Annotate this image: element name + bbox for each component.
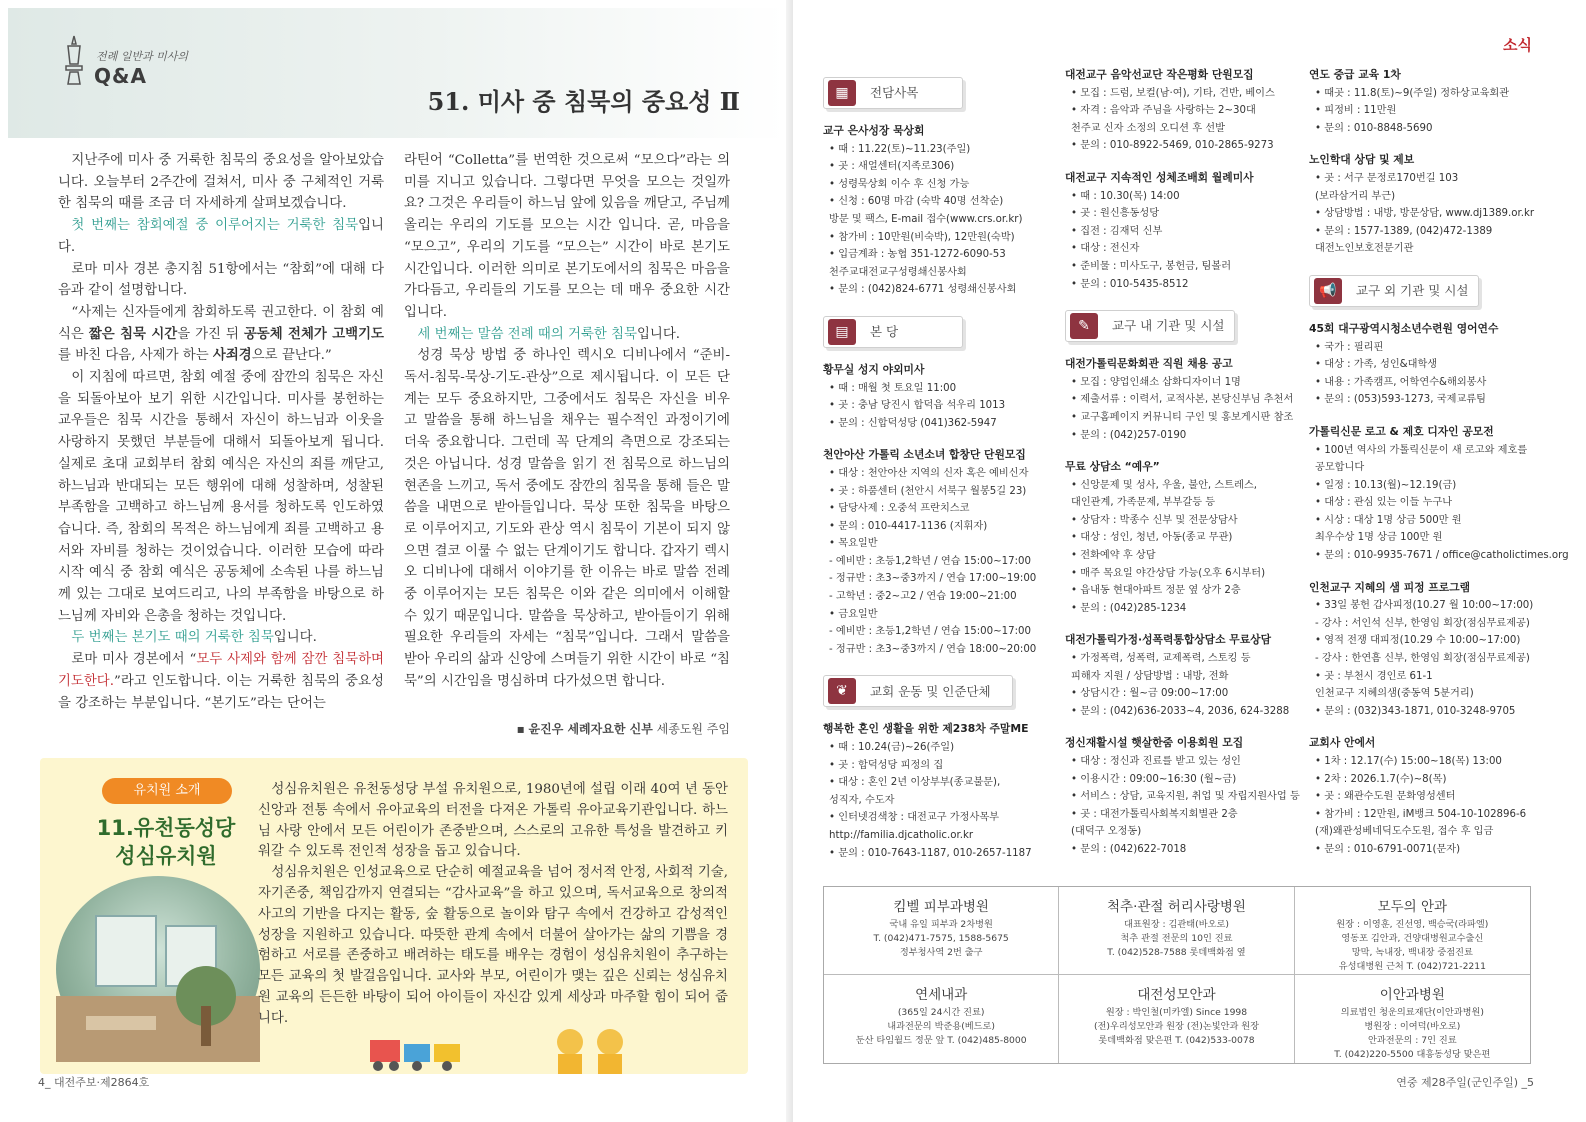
entry-line: • 곳 : 하품센터 (천안시 서북구 월봉5길 23) [829, 485, 1027, 497]
quote-text: 을 가진 뒤 [177, 326, 244, 342]
entry-line: • 대상 : 가족, 성인&대학생 [1315, 359, 1438, 371]
entry-line: • 신앙문제 및 성사, 우울, 불안, 스트레스, [1071, 479, 1258, 491]
article-column-1 [58, 150, 384, 714]
news-entry [1065, 169, 1299, 293]
entry-line: • 전화예약 후 상담 [1071, 550, 1156, 562]
entry-line: • 내용 : 가족캠프, 어학연수&해외봉사 [1315, 376, 1487, 388]
train-and-kids-illustration [360, 1020, 640, 1076]
byline: ▪ 윤진우 세례자요한 신부 세종도원 주임 [516, 722, 730, 736]
news-entry [1309, 423, 1569, 565]
news-column-2 [1065, 66, 1299, 873]
entry-line: • 참가비 : 12만원, iM뱅크 504-10-102896-6 [1315, 808, 1527, 820]
entry-line: • 문의 : 1577-1389, (042)472-1389 [1315, 225, 1493, 237]
paragraph-text: 입니다. [636, 326, 681, 342]
ad-line: T. (042)471-7575, 1588-5675 [873, 933, 1009, 944]
entry-line: • 신청 : 60명 마감 (숙박 40명 선착순) [829, 196, 1004, 208]
ad-line: (365일 24시간 진료) [897, 1007, 985, 1018]
category-box [823, 77, 963, 109]
ad-name: 척추·관절 허리사랑병원 [1106, 899, 1246, 915]
entry-line: • 상담자 : 박종수 신부 및 전문상담사 [1071, 514, 1238, 526]
ad-box [1059, 975, 1294, 1063]
entry-line: - 고학년 : 중2~고2 / 연습 19:00~21:00 [829, 591, 1017, 603]
category-header [1065, 307, 1299, 345]
book-icon: ▤ [828, 319, 856, 345]
ad-line: 영동포 김안과, 건양대병원교수출신 [1341, 933, 1484, 944]
entry-title: 대전가톨릭가정·성폭력통합상담소 무료상담 [1065, 633, 1272, 647]
bold-text: 공동체 전체가 고백기도 [243, 325, 384, 342]
entry-line: • 금요일반 [829, 608, 878, 620]
highlight-heading: 세 번째는 말씀 전례 때의 거룩한 침묵 [417, 326, 637, 342]
entry-line: • 모집 : 드럼, 보컬(남·여), 기타, 건반, 베이스 [1071, 87, 1275, 99]
kindergarten-box [40, 758, 748, 1074]
paragraph [58, 627, 384, 649]
entry-line: • 성령묵상회 이수 후 신청 가능 [829, 178, 970, 190]
paragraph: 성경 묵상 방법 중 하나인 렉시오 디비나에서 “준비-독서-침묵-묵상-기도-관상”으로 제시됩니다. 이 모든 단계는 모두 중요하지만, 그중에서도 침묵은 자신을 비우고 말씀을 통해 하느님을 채우는 필수적인 과정이기에 더욱 중요합니다. 그런데 꼭 단계의 측면으로 강조되는 것은 아닙니다. 성경 말씀을 읽기 전 침묵으로 하느님의 현존을 느끼고, 독서 중에도 잠깐의 침묵을 통해 들은 말씀을 내면으로 받아들입니다. 묵상 또한 침묵을 바탕으로 이루어지고, 기도와 관상 역시 침묵이 기본이 되지 않으면 결코 이룰 수 없는 단계이기도 합니다. 갑자기 렉시오 디비나에 대해서 이야기를 한 이유는 바로 말씀 전례 중 이루어지는 모든 침묵은 이와 같은 의미에서 이해할 수 있기 때문입니다. 말씀을 묵상하고, 받아들이기 위해 필요한 우리들의 자세는 “침묵”입니다. 그래서 말씀을 받아 우리의 삶과 신앙에 스며들기 위한 시간이 바로 “침묵”의 시간임을 명심하며 다가섰으면 합니다. [404, 348, 730, 689]
entry-line: • 문의 : 신합덕성당 (041)362-5947 [829, 417, 997, 429]
entry-line: • 시상 : 대상 1명 상금 500만 원 [1315, 514, 1462, 526]
ad-line: 척추 관절 전문의 10인 진료 [1120, 933, 1233, 944]
category-header [823, 74, 1053, 112]
qa-logo [56, 30, 236, 100]
category-box [1065, 310, 1235, 342]
ad-line: 망막, 녹내장, 백내장 중점진료 [1351, 947, 1473, 958]
entry-line: • 참가비 : 10만원(비숙박), 12만원(숙박) [829, 231, 1015, 243]
lamp-icon [60, 34, 88, 90]
entry-line: • 대상 : 전신자 [1071, 243, 1140, 255]
entry-line: (재)왜관성베네딕도수도원, 접수 후 입금 [1315, 826, 1494, 838]
ad-box [824, 975, 1059, 1063]
ad-name: 모두의 안과 [1377, 899, 1448, 915]
entry-line: • 곳 : 서구 문정로170번길 103 [1315, 172, 1459, 184]
entry-line: • 상담방법 : 내방, 방문상담, www.dj1389.or.kr [1315, 208, 1535, 220]
entry-line: • 곳 : 원신흥동성당 [1071, 208, 1160, 220]
author-name: 윤진우 세례자요한 신부 [528, 722, 653, 736]
news-entry [823, 361, 1053, 432]
entry-line: • 입금계좌 : 농협 351-1272-6090-53 [829, 249, 1006, 261]
entry-line: • 때 : 10.24(금)~26(주일) [829, 742, 955, 754]
entry-line: 대전노인보호전문기관 [1315, 243, 1414, 255]
right-page [793, 0, 1586, 1122]
paragraph-text: 입니다. [58, 218, 384, 255]
paragraph-text: ”라고 인도합니다. 이는 거룩한 침묵의 중요성을 강조하는 부분입니다. “본기도”라는 단어는 [58, 673, 384, 711]
entry-line: (보라삼거리 부근) [1315, 190, 1396, 202]
highlight-heading: 첫 번째는 참회예절 중 이루어지는 거룩한 침묵 [71, 218, 359, 234]
news-column-1 [823, 66, 1053, 876]
news-entry [823, 446, 1053, 658]
entry-line: - 강사 : 한연흠 신부, 한영임 회장(점심무료제공) [1315, 653, 1530, 665]
entry-line: • 문의 : 010-9935-7671 / office@catholictimes.org [1315, 550, 1569, 562]
news-entry [1065, 66, 1299, 155]
news-entry [1065, 734, 1299, 858]
entry-line: • 대상 : 성인, 청년, 아동(종교 무관) [1071, 532, 1233, 544]
entry-title: 교회사 안에서 [1309, 736, 1376, 750]
highlight-heading: 두 번째는 본기도 때의 거룩한 침묵 [71, 630, 274, 646]
category-header [1309, 272, 1539, 310]
classroom-illustration [56, 876, 260, 1062]
category-label: 본 당 [870, 324, 899, 340]
paragraph: 성심유치원은 유천동성당 부설 유치원으로, 1980년에 설립 이래 40여 년 동안 신앙과 전통 속에서 유아교육의 터전을 다져온 가톨릭 유아교육기관입니다. 하느님 사랑 안에서 모든 어린이가 존중받으며, 스스로의 고유한 특성을 발견하고 키워갈 수 있도록 전인적 성장을 돕고 있습니다. [258, 782, 728, 860]
paragraph: 성심유치원은 인성교육으로 단순히 예절교육을 넘어 정서적 안정, 사회적 기술, 자기존중, 책임감까지 연결되는 “감사교육”을 하고 있으며, 독서교육으로 창의적 사고의 기반을 다지는 활동, 숲 활동으로 놀이와 탐구 속에서 건강하고 감성적인 성장을 지원하고 있습니다. 따뜻한 관계 속에서 더불어 살아가는 삶의 기쁨을 경험하고 서로를 존중하고 배려하는 태도를 배우는 경험이 성심유치원이 추구하는 모든 교육의 첫 발걸음입니다. 교사와 부모, 어린이가 맺는 깊은 신뢰는 성심유치원 교육의 든든한 바탕이 되어 아이들이 자신감 있게 세상과 마주할 힘이 되어 줍니다. [258, 865, 728, 1026]
entry-line: • 문의 : (053)593-1273, 국제교류팀 [1315, 394, 1486, 406]
ad-line: T. (042)528-7588 롯데백화점 옆 [1107, 947, 1246, 958]
entry-line: • 33일 봉헌 갑사피정(10.27 월 10:00~17:00) [1315, 600, 1534, 612]
entry-line: • 담당사제 : 오중석 프란치스코 [829, 503, 970, 515]
entry-line: • 때 : 11.22(토)~11.23(주일) [829, 143, 971, 155]
ad-line: 정부청사역 2번 출구 [899, 947, 983, 958]
paragraph-text: 입니다. [273, 630, 317, 646]
category-label: 교구 내 기관 및 시설 [1112, 318, 1225, 334]
ad-name: 킴벨 피부과병원 [893, 899, 989, 915]
entry-line: • 매주 목요일 야간상담 가능(오후 6시부터) [1071, 567, 1266, 579]
kindergarten-title-line: 11.유천동성당 [96, 816, 236, 840]
entry-line: • 문의 : (042)257-0190 [1071, 429, 1187, 441]
entry-line: • 문의 : (042)622-7018 [1071, 843, 1187, 855]
entry-line: • 문의 : (042)285-1234 [1071, 602, 1187, 614]
entry-title: 천안아산 가톨릭 소년소녀 합창단 단원모집 [823, 448, 1026, 462]
entry-line: • 영적 전쟁 대피정(10.29 수 10:00~17:00) [1315, 635, 1521, 647]
category-box [823, 675, 1013, 707]
entry-line: • 목요일반 [829, 538, 878, 550]
entry-line: • 곳 : 대전가톨릭사회복지회별관 2층 [1071, 808, 1238, 820]
entry-line: http://familia.djcatholic.or.kr [829, 830, 974, 841]
entry-line: • 인터넷검색창 : 대전교구 가정사목부 [829, 812, 1000, 824]
entry-title: 인천교구 지혜의 샘 피정 프로그램 [1309, 580, 1471, 594]
entry-line: • 2차 : 2026.1.7(수)~8(목) [1315, 773, 1447, 785]
ad-line: 국내 유일 피부과 2차병원 [889, 919, 993, 930]
entry-line: • 대상 : 정신과 진료를 받고 있는 성인 [1071, 756, 1241, 767]
paragraph: 이 지침에 따르면, 참회 예절 중에 잠깐의 침묵은 자신을 되돌아보아 보기 위한 시간입니다. 미사를 봉헌하는 교우들은 침묵 시간을 통해서 자신이 하느님과 이웃을 사랑하지 못했던 부분들에 대해서 되돌아보게 됩니다. 실제로 초대 교회부터 참회 예식은 자신의 죄를 깨닫고, 하느님과 반대되는 모든 행위에 대해 성찰하며, 성찰된 부족함을 고백하고 하느님께 용서를 청하도록 인도하였습니다. 즉, 참회의 목적은 하느님에게 죄를 고백하고 용서와 자비를 청하는 것이었습니다. 이러한 모습에 따라 시작 예식 중 참회 예식은 공동체에 소속된 나를 하느님께 있는 그대로 보여드리고, 나의 부족함을 바탕으로 하느님께 자비와 은총을 청하는 것입니다. [58, 370, 384, 624]
ad-grid [823, 886, 1531, 1064]
entry-line: • 문의 : 010-8922-5469, 010-2865-9273 [1071, 140, 1274, 152]
pen-icon: ✎ [1070, 313, 1098, 339]
entry-line: • 때곳 : 11.8(토)~9(주일) 정하상교육회관 [1315, 87, 1510, 99]
entry-title: 연도 중급 교육 1차 [1309, 68, 1401, 81]
ad-name: 이안과병원 [1379, 987, 1445, 1003]
entry-title: 가톨릭신문 로고 & 제호 디자인 공모전 [1309, 424, 1494, 438]
news-entry [1309, 151, 1539, 258]
news-entry [823, 122, 1053, 299]
entry-line: • 이용시간 : 09:00~16:30 (월~금) [1071, 773, 1237, 785]
entry-line: • 문의 : (042)824-6771 성령쇄신봉사회 [829, 284, 1017, 296]
entry-line: • 서비스 : 상담, 교육지원, 취업 및 자립지원사업 등 [1071, 791, 1300, 803]
kindergarten-title [76, 814, 256, 870]
ad-name: 연세내과 [915, 987, 968, 1003]
news-entry [1309, 320, 1539, 409]
entry-line: • 문의 : 010-8848-5690 [1315, 122, 1433, 134]
entry-line: • 때 : 10.30(목) 14:00 [1071, 190, 1180, 202]
page-footer-left: 4_ 대전주보·제2864호 [38, 1076, 150, 1089]
entry-line: • 준비물 : 미사도구, 봉헌금, 팀볼러 [1071, 260, 1232, 272]
entry-line: • 상담시간 : 월~금 09:00~17:00 [1071, 688, 1229, 700]
section-tag: 소식 [1503, 36, 1532, 54]
category-label: 교회 운동 및 인준단체 [870, 683, 991, 699]
entry-line: - 강사 : 서인석 신부, 한영임 회장(점심무료제공) [1315, 617, 1530, 629]
megaphone-icon: 📢 [1314, 278, 1342, 304]
ad-name: 대전성모안과 [1137, 987, 1216, 1003]
ad-line: 원장 : 이영훈, 진선영, 백승국(라파엘) [1336, 919, 1489, 930]
entry-line: • 때 : 매월 첫 토요일 11:00 [829, 382, 957, 394]
entry-line: • 문의 : (042)636-2033~4, 2036, 624-3288 [1071, 705, 1290, 717]
entry-title: 무료 상담소 “예우” [1065, 460, 1160, 474]
entry-title: 대전가톨릭문화회관 직원 채용 공고 [1065, 357, 1233, 371]
entry-line: - 예비반 : 초등1,2학년 / 연습 15:00~17:00 [829, 626, 1031, 638]
entry-line: - 예비반 : 초등1,2학년 / 연습 15:00~17:00 [829, 555, 1031, 567]
news-entry [1065, 631, 1299, 720]
category-header [823, 313, 1053, 351]
entry-line: 천주교대전교구성령쇄신봉사회 [829, 266, 967, 278]
bold-text: 짧은 침묵 시간 [88, 325, 178, 342]
news-entry [1309, 579, 1539, 721]
quote-text: 으로 끝난다.” [251, 348, 332, 364]
ad-line: 원장 : 박인철(미카엘) Since 1998 [1105, 1007, 1248, 1018]
news-entry [1309, 66, 1539, 137]
article-title: 51. 미사 중 침묵의 중요성 Ⅱ [427, 87, 740, 116]
entry-title: 교구 은사성장 묵상회 [823, 124, 925, 137]
entry-title: 행복한 혼인 생활을 위한 제238차 주말ME [823, 722, 1029, 736]
ad-box [1059, 887, 1294, 975]
category-label: 교구 외 기관 및 시설 [1356, 283, 1469, 299]
entry-line: 공모합니다 [1315, 462, 1365, 474]
entry-title: 황무실 성지 야외미사 [823, 362, 925, 376]
ad-line: 내과전문의 박준용(베드로) [887, 1021, 996, 1032]
entry-line: • 곳 : 새얼센터(지족로306) [829, 161, 955, 173]
ad-box [1295, 887, 1530, 975]
entry-line: • 문의 : 010-6791-0071(문자) [1315, 843, 1461, 855]
qa-tag: Q&A [94, 64, 147, 88]
entry-title: 45회 대구광역시청소년수련원 영어연수 [1309, 321, 1499, 335]
ad-line: 둔산 타임월드 정문 앞 T. (042)485-8000 [855, 1035, 1027, 1046]
entry-title: 대전교구 음악선교단 작은평화 단원모집 [1065, 68, 1254, 81]
paragraph: 지난주에 미사 중 거룩한 침묵의 중요성을 알아보았습니다. 오늘부터 2주간에 걸쳐서, 미사 중 구체적인 거룩한 침묵의 때를 조금 더 자세하게 살펴보겠습니다. [58, 153, 384, 212]
category-box [823, 316, 963, 348]
ad-line: 대표원장 : 김관태(바오로) [1124, 919, 1229, 930]
series-label: 전례 일반과 미사의 [96, 50, 189, 63]
entry-line: • 대상 : 혼인 2년 이상부부(종교불문), [829, 777, 1001, 789]
news-entry [1065, 355, 1299, 444]
kindergarten-badge: 유치원 소개 [102, 778, 232, 804]
ad-line: T. (042)220-5500 대흥동성당 맞은편 [1334, 1049, 1491, 1060]
kindergarten-photo [56, 876, 260, 1062]
article-column-2 [404, 150, 730, 693]
category-header [823, 672, 1053, 710]
category-box [1309, 275, 1479, 307]
news-column-3 [1309, 66, 1569, 873]
entry-line: 천주교 신자 소정의 오디션 후 선발 [1071, 122, 1225, 134]
entry-line: • 문의 : 010-4417-1136 (지휘자) [829, 520, 988, 532]
paragraph [58, 302, 384, 367]
entry-line: • 읍내동 현대아파트 정문 옆 상가 2층 [1071, 585, 1241, 597]
entry-line: • 교구홈페이지 커뮤니티 구인 및 홍보게시판 참조 [1071, 411, 1294, 423]
paragraph: 라틴어 “Colletta”를 번역한 것으로써 “모으다”라는 의미를 지니고 있습니다. 그렇다면 무엇을 모으는 것일까요? 그것은 우리들이 하느님 앞에 있음을 깨닫고, 주님께 올리는 우리의 기도를 모으는 시간 입니다. 곧, 마음을 “모으고”, 우리의 기도를 “모으는” 시간이 바로 본기도 시간입니다. 이러한 의미로 본기도에서의 침묵은 마음을 가다듬고, 우리들의 기도를 모으는 데 매우 중요한 시간입니다. [404, 153, 730, 320]
paragraph: 로마 미사 경본 총지침 51항에서는 “참회”에 대해 다음과 같이 설명합니다. [58, 261, 384, 299]
entry-line: • 문의 : 010-5435-8512 [1071, 278, 1189, 290]
entry-line: • 곳 : 충남 당진시 합덕읍 석우리 1013 [829, 400, 1006, 412]
paragraph [58, 649, 384, 714]
entry-title: 노인학대 상담 및 제보 [1309, 153, 1415, 167]
bold-text: 사죄경 [212, 347, 252, 364]
author-role: 세종도원 주임 [656, 722, 730, 736]
entry-line: • 일정 : 10.13(월)~12.19(금) [1315, 479, 1457, 491]
category-label: 전담사목 [870, 85, 919, 101]
ad-line: 유성대병원 근처 T. (042)721-2211 [1338, 961, 1486, 972]
ad-line: 롯데백화점 맞은편 T. (042)533-0078 [1098, 1035, 1255, 1046]
entry-line: • 집전 : 김재덕 신부 [1071, 225, 1163, 237]
kindergarten-text [258, 780, 728, 1030]
entry-line: 성직자, 수도자 [829, 794, 895, 806]
ad-line: 병원장 : 이여덕(바오로) [1364, 1021, 1461, 1032]
leaf-icon: ❦ [828, 678, 856, 704]
entry-line: • 대상 : 관심 있는 이들 누구나 [1315, 497, 1453, 509]
page-footer-right: 연중 제28주일(군인주일) _5 [1396, 1076, 1534, 1089]
paragraph-text: 로마 미사 경본에서 “ [71, 652, 197, 668]
entry-line: • 피정비 : 11만원 [1315, 105, 1397, 117]
red-emphasis: 모두 사제와 함께 잠깐 침묵하며 기도한다. [58, 652, 384, 689]
paragraph [58, 215, 384, 258]
entry-line: 인천교구 지혜의샘(중동역 5분거리) [1315, 688, 1474, 700]
entry-title: 대전교구 지속적인 성체조배회 월례미사 [1065, 170, 1254, 184]
entry-line: • 곳 : 부천시 경인로 61-1 [1315, 670, 1433, 682]
entry-line: (대덕구 오정동) [1071, 826, 1142, 838]
news-entry [823, 720, 1053, 862]
entry-line: 최우수상 1명 상금 100만 원 [1315, 532, 1443, 544]
ad-box [824, 887, 1059, 975]
ad-line: (전)우리성모안과 원장 (전)논빛안과 원장 [1093, 1021, 1260, 1032]
calendar-icon: ▦ [828, 80, 856, 106]
entry-line: 대인관계, 가족문제, 부부갈등 등 [1071, 497, 1216, 509]
entry-line: • 1차 : 12.17(수) 15:00~18(목) 13:00 [1315, 756, 1502, 767]
quote-text: 를 바친 다음, 사제가 하는 [58, 348, 213, 364]
kindergarten-title-line: 성심유치원 [115, 844, 217, 868]
entry-line: 방문 및 팩스, E-mail 접수(www.crs.or.kr) [829, 213, 1023, 225]
entry-line: • 곳 : 합덕성당 피정의 집 [829, 759, 944, 771]
entry-line: • 국가 : 필리핀 [1315, 341, 1384, 353]
entry-line: • 제출서류 : 이력서, 교적사본, 본당신부님 추천서 [1071, 394, 1294, 406]
entry-line: • 문의 : (032)343-1871, 010-3248-9705 [1315, 705, 1516, 717]
entry-line: 피해자 지원 / 상담방법 : 내방, 전화 [1071, 670, 1229, 682]
entry-line: • 문의 : 010-7643-1187, 010-2657-1187 [829, 847, 1032, 859]
ad-line: 의료법인 청운의료재단(이안과병원) [1340, 1007, 1484, 1018]
news-entry [1309, 734, 1539, 858]
entry-title: 정신재활시설 햇살한줌 이용회원 모집 [1065, 736, 1244, 750]
paragraph [404, 324, 730, 346]
entry-line: • 자격 : 음악과 주님을 사랑하는 2~30대 [1071, 105, 1256, 117]
entry-line: - 정규반 : 초3~중3까지 / 연습 17:00~19:00 [829, 573, 1037, 585]
entry-line: • 곳 : 왜관수도원 문화영성센터 [1315, 791, 1456, 803]
entry-line: • 모집 : 양업인쇄소 삽화디자이너 1명 [1071, 376, 1241, 388]
quote-text: “사제는 신자들에게 참회하도록 권고한다. 이 참회 예식은 [58, 304, 384, 342]
ad-line: 안과전문의 : 7인 진료 [1367, 1035, 1457, 1046]
ad-box [1295, 975, 1530, 1063]
entry-line: • 100년 역사의 가톨릭신문이 새 로고와 제호를 [1315, 444, 1528, 456]
entry-line: • 가정폭력, 성폭력, 교제폭력, 스토킹 등 [1071, 653, 1251, 665]
entry-line: • 대상 : 천안아산 지역의 신자 혹은 예비신자 [829, 467, 1029, 479]
news-entry [1065, 458, 1299, 617]
entry-line: - 정규반 : 초3~중3까지 / 연습 18:00~20:00 [829, 643, 1037, 655]
